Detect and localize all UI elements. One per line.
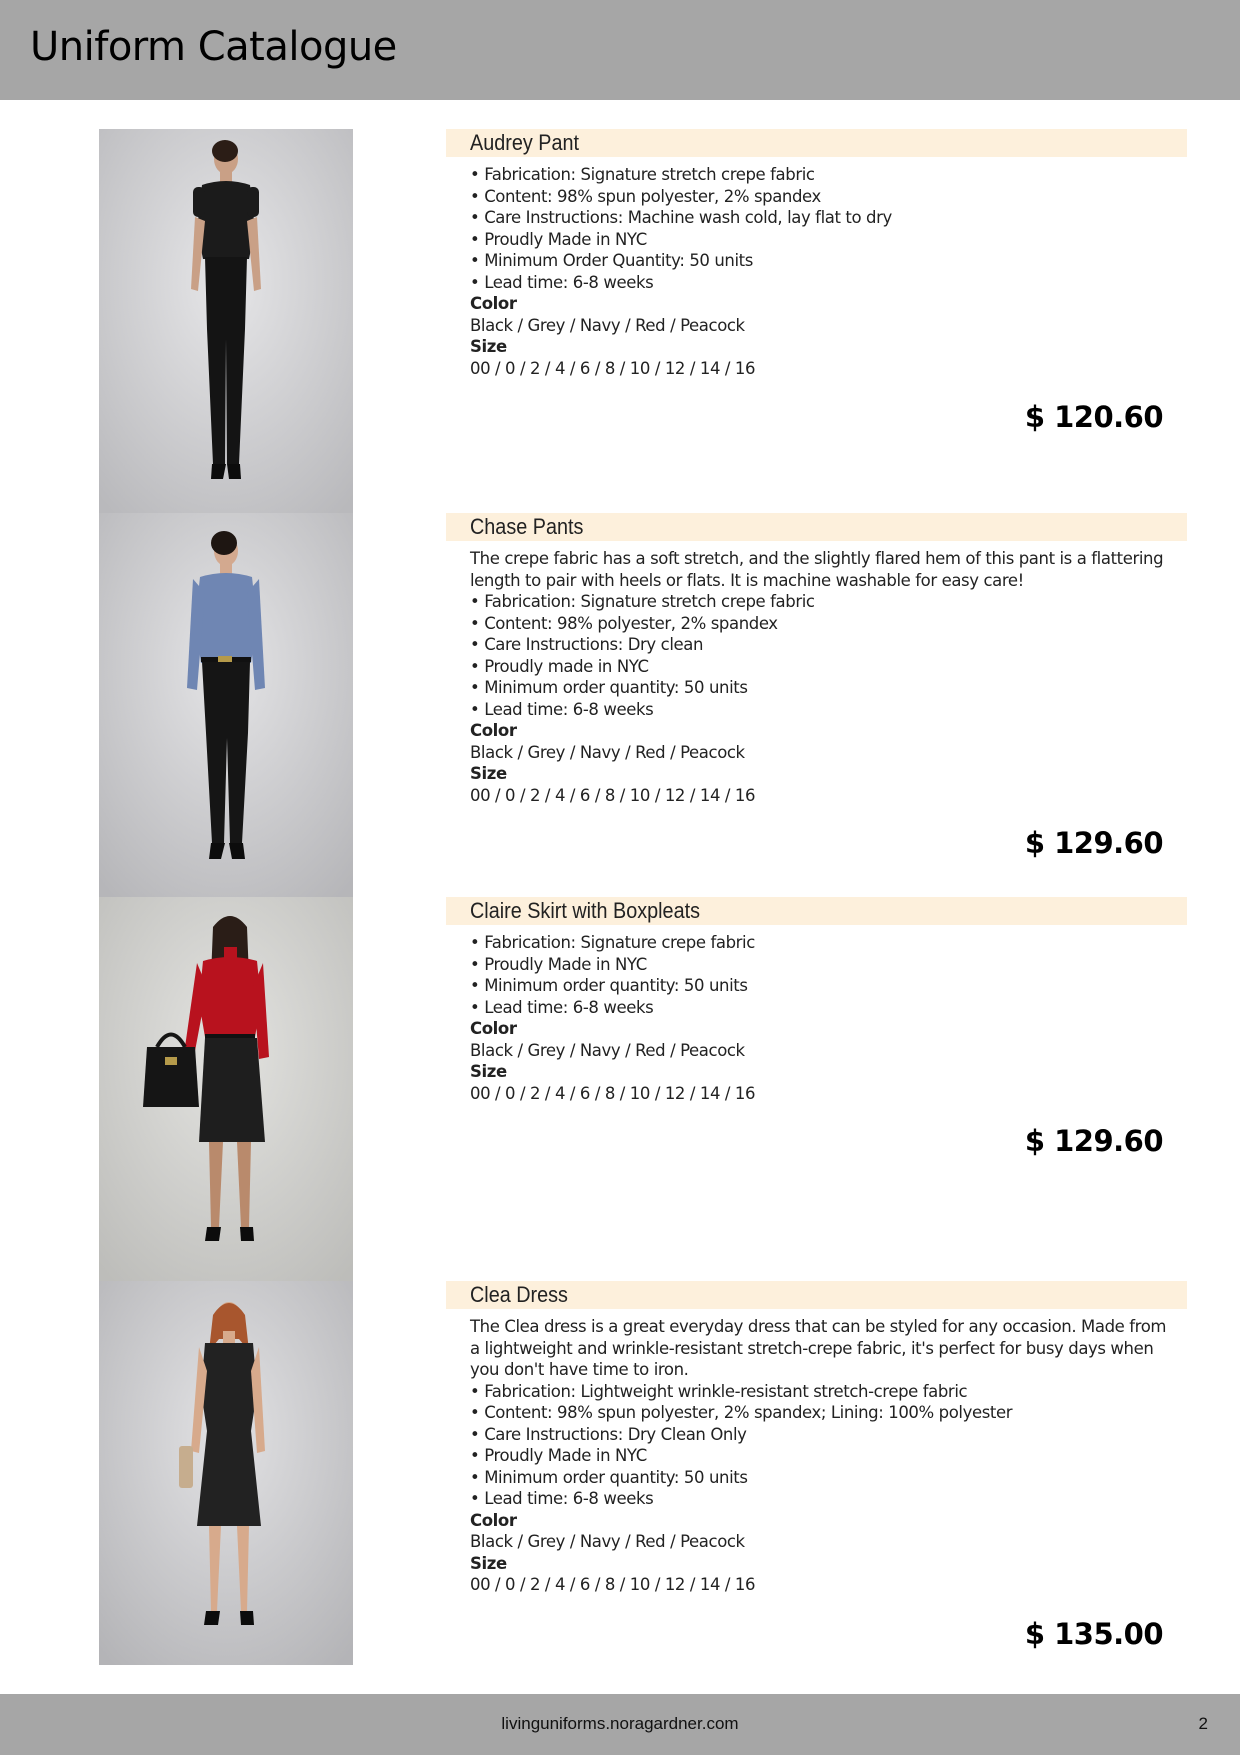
product-description: The Clea dress is a great everyday dress that can be styled for any occasion. Made from a lightweight and wrinkle-resistant stretch-crepe fabric, it's perfect for busy days when you don't have time to iron.: [470, 1317, 1167, 1379]
color-options: Black / Grey / Navy / Red / Peacock: [470, 315, 745, 335]
color-options: Black / Grey / Navy / Red / Peacock: [470, 742, 745, 762]
product-feature: • Minimum order quantity: 50 units: [470, 975, 1170, 997]
product-name: Chase Pants: [470, 514, 584, 539]
product-feature: • Proudly Made in NYC: [470, 1445, 1170, 1467]
product-name: Claire Skirt with Boxpleats: [470, 898, 700, 923]
size-label: Size: [470, 764, 507, 783]
product-price: $ 129.60: [1024, 1124, 1163, 1158]
color-options: Black / Grey / Navy / Red / Peacock: [470, 1040, 745, 1060]
product-feature: • Content: 98% polyester, 2% spandex: [470, 613, 1170, 635]
product-name-bar: [446, 1281, 1187, 1309]
size-label: Size: [470, 337, 507, 356]
product-feature-list: [470, 1381, 1170, 1510]
product-photo: [99, 513, 353, 897]
page-header: [0, 0, 1240, 100]
product-name: Audrey Pant: [470, 130, 579, 155]
product-photo: [99, 1281, 353, 1665]
product-feature: • Proudly Made in NYC: [470, 229, 1170, 251]
size-label: Size: [470, 1553, 507, 1573]
product-feature: • Content: 98% spun polyester, 2% spandex; Lining: 100% polyester: [470, 1402, 1170, 1424]
size-options: 00 / 0 / 2 / 4 / 6 / 8 / 10 / 12 / 14 / 16: [470, 785, 756, 805]
product-price: $ 135.00: [1024, 1617, 1163, 1651]
product-photo: [99, 129, 353, 513]
size-options: 00 / 0 / 2 / 4 / 6 / 8 / 10 / 12 / 14 / 16: [470, 1083, 756, 1103]
product-feature: • Lead time: 6-8 weeks: [470, 272, 1170, 294]
product-feature: • Proudly Made in NYC: [470, 954, 1170, 976]
color-options: Black / Grey / Navy / Red / Peacock: [470, 1532, 745, 1551]
product-price: $ 129.60: [1024, 826, 1163, 860]
product-feature-list: [470, 932, 1170, 1018]
product-feature: • Care Instructions: Dry clean: [470, 634, 1170, 656]
product-feature: • Minimum order quantity: 50 units: [470, 677, 1170, 699]
product-details: [470, 1316, 1170, 1596]
size-label: Size: [470, 1062, 507, 1081]
product-feature: • Minimum order quantity: 50 units: [470, 1467, 1170, 1489]
product-feature: • Lead time: 6-8 weeks: [470, 699, 1170, 721]
product-feature: • Content: 98% spun polyester, 2% spandex: [470, 186, 1170, 208]
product-feature: • Proudly made in NYC: [470, 656, 1170, 678]
product-feature: • Minimum Order Quantity: 50 units: [470, 250, 1170, 272]
product-name-bar: [446, 513, 1187, 541]
product-name: Clea Dress: [470, 1282, 568, 1307]
product-feature: • Care Instructions: Dry Clean Only: [470, 1424, 1170, 1446]
product-feature: • Lead time: 6-8 weeks: [470, 1488, 1170, 1510]
page-number: 2: [1198, 1714, 1208, 1733]
product-photo: [99, 897, 353, 1281]
product-details: [470, 548, 1170, 806]
page-title: Uniform Catalogue: [30, 24, 397, 70]
product-feature-list: [470, 164, 1170, 293]
product-feature: • Fabrication: Signature stretch crepe fabric: [470, 591, 1170, 613]
product-feature: • Lead time: 6-8 weeks: [470, 997, 1170, 1019]
size-options: 00 / 0 / 2 / 4 / 6 / 8 / 10 / 12 / 14 / 16: [470, 358, 756, 378]
product-name-bar: [446, 897, 1187, 925]
product-feature: • Fabrication: Signature crepe fabric: [470, 932, 1170, 954]
color-label: Color: [470, 1019, 517, 1038]
product-feature-list: [470, 591, 1170, 720]
product-description: The crepe fabric has a soft stretch, and the slightly flared hem of this pant is a flattering length to pair with heels or flats. It is machine washable for easy care!: [470, 549, 1164, 590]
color-label: Color: [470, 721, 517, 740]
product-name-bar: [446, 129, 1187, 157]
product-feature: • Fabrication: Lightweight wrinkle-resistant stretch-crepe fabric: [470, 1381, 1170, 1403]
page-footer: [0, 1694, 1240, 1755]
product-details: [470, 164, 1170, 379]
product-details: [470, 932, 1170, 1104]
footer-website-link[interactable]: livinguniforms.noragardner.com: [501, 1714, 739, 1733]
product-feature: • Care Instructions: Machine wash cold, lay flat to dry: [470, 207, 1170, 229]
color-label: Color: [470, 294, 517, 313]
product-price: $ 120.60: [1024, 400, 1163, 434]
size-options: 00 / 0 / 2 / 4 / 6 / 8 / 10 / 12 / 14 / 16: [470, 1575, 756, 1594]
color-label: Color: [470, 1510, 517, 1530]
product-feature: • Fabrication: Signature stretch crepe fabric: [470, 164, 1170, 186]
